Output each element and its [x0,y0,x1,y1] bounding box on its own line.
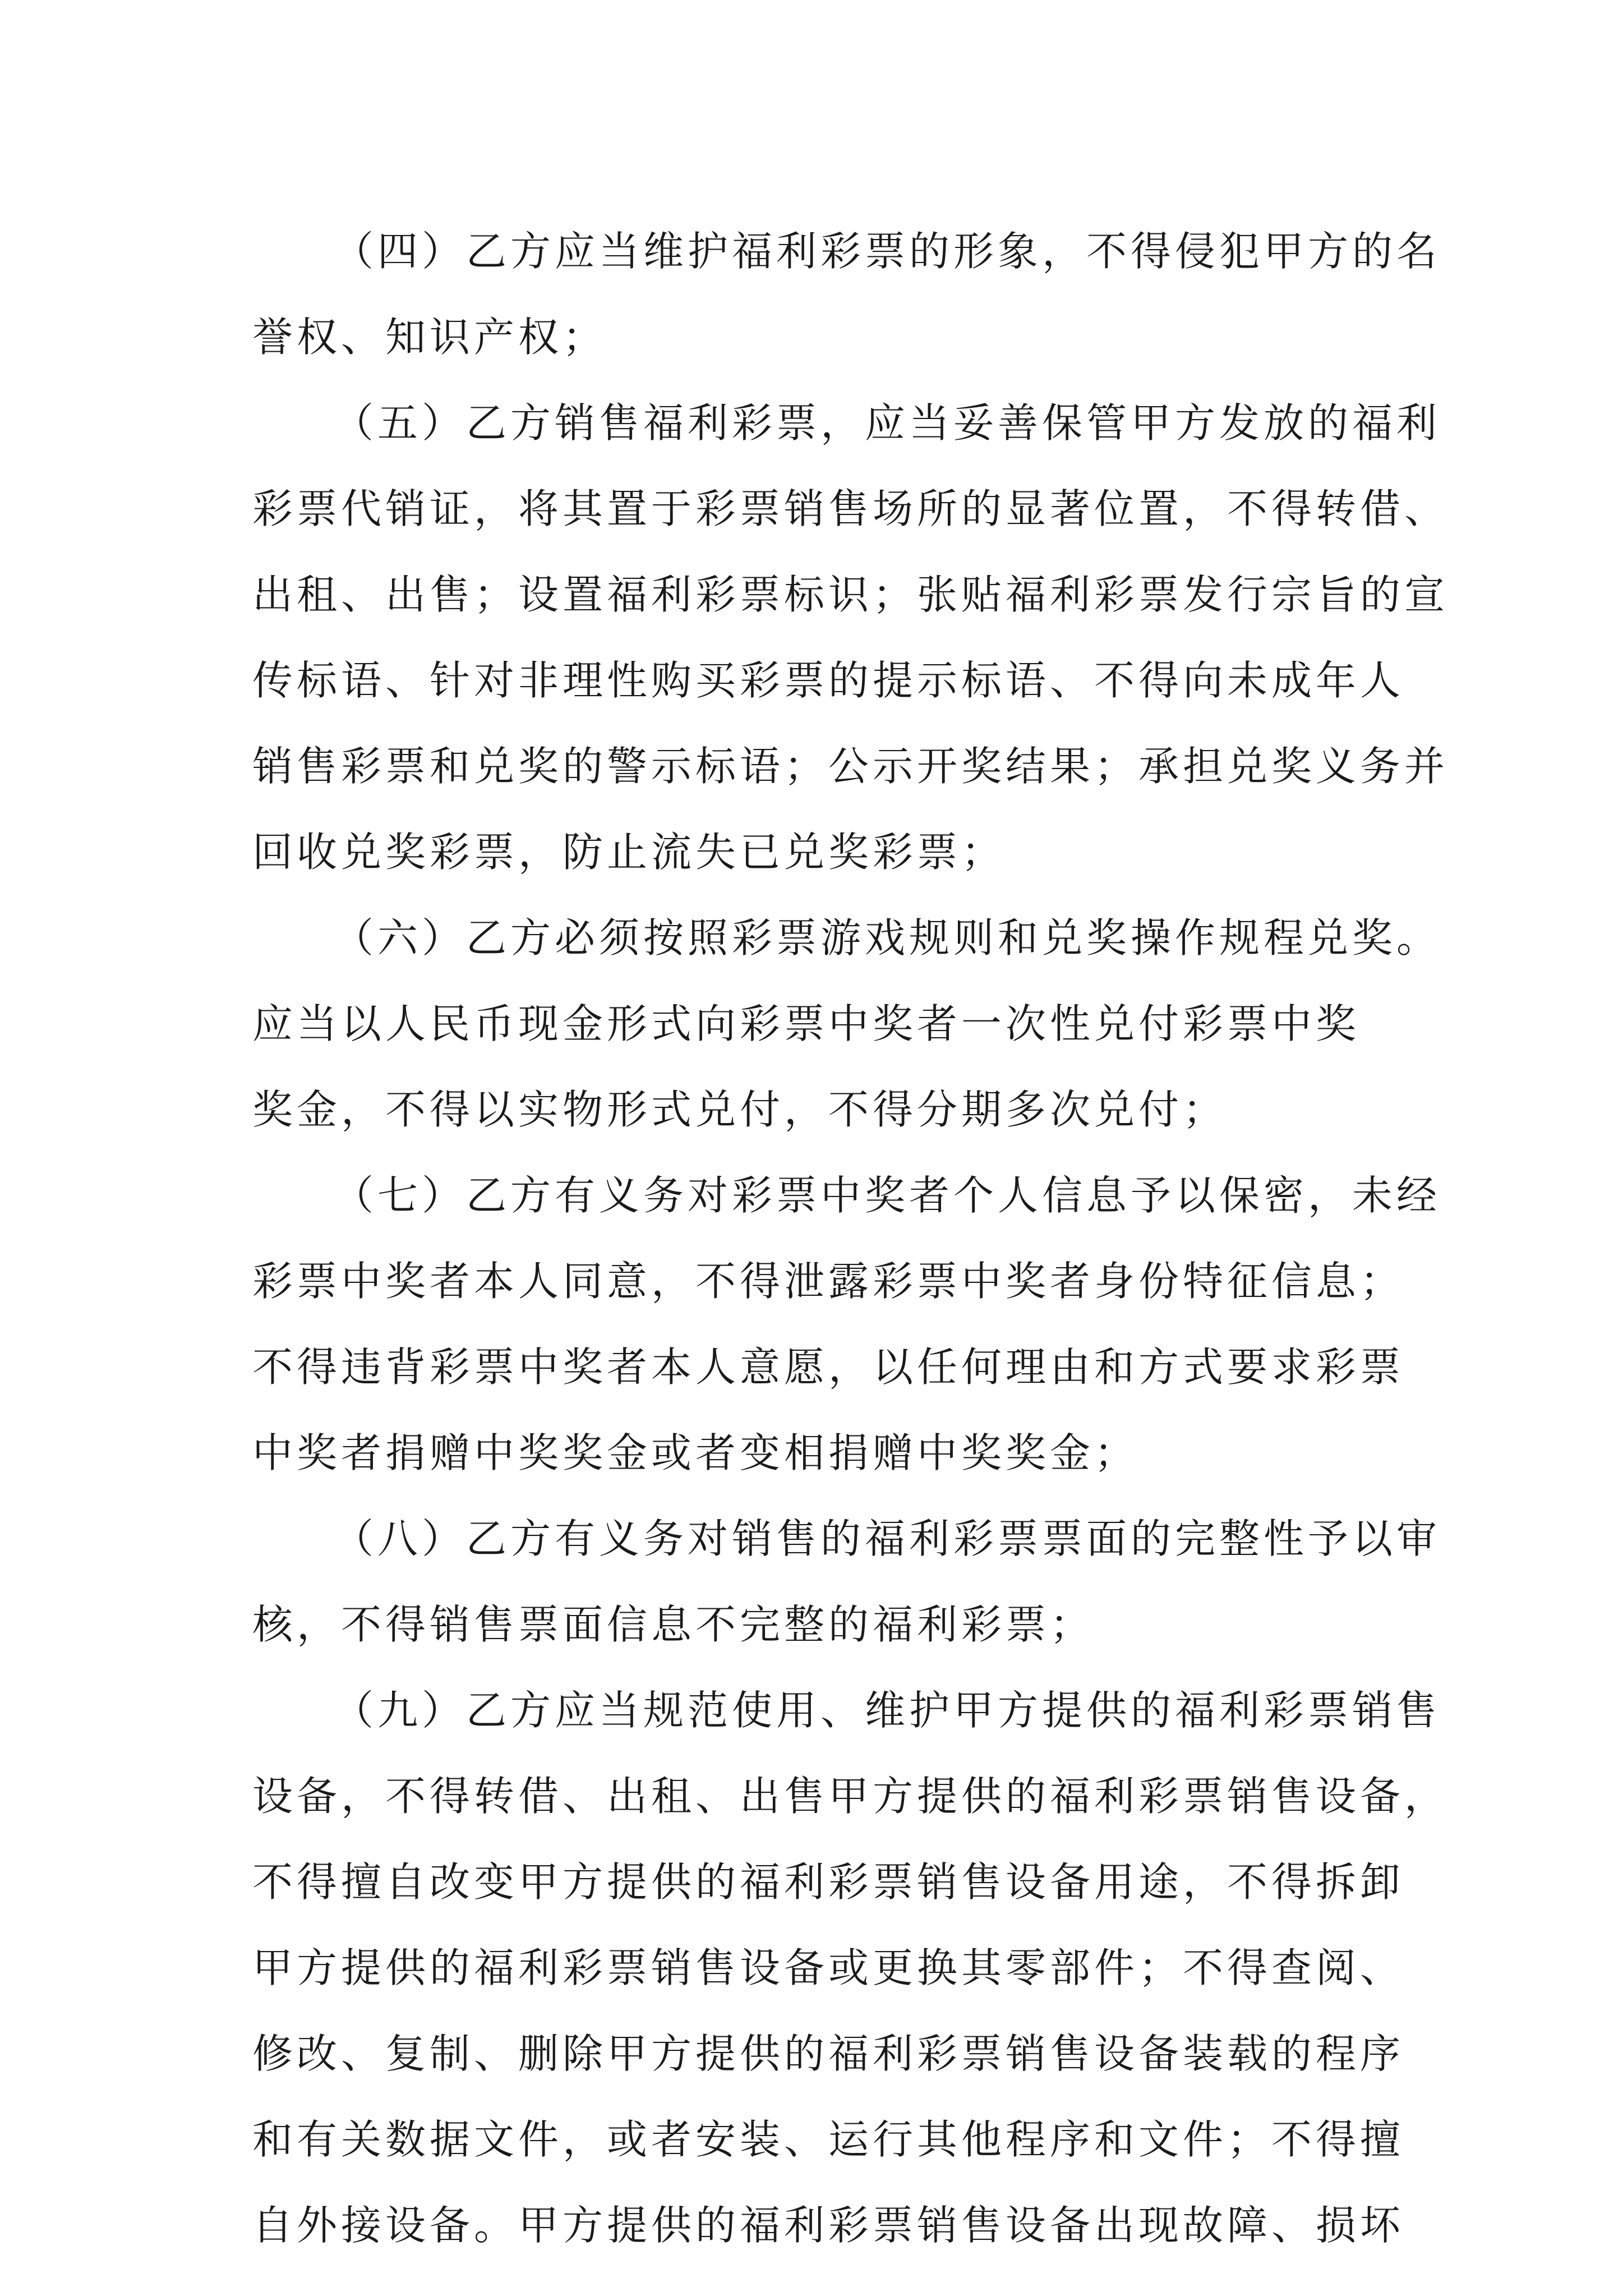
text-line: （八）乙方有义务对销售的福利彩票票面的完整性予以审 [333,1515,1441,1562]
text-line: 不得擅自改变甲方提供的福利彩票销售设备用途，不得拆卸 [252,1858,1405,1906]
paragraph-9 [252,1668,1449,2269]
text-line: （五）乙方销售福利彩票，应当妥善保管甲方发放的福利 [333,399,1441,447]
paragraph-8 [252,1496,1441,1668]
text-line: （七）乙方有义务对彩票中奖者个人信息予以保密，未经 [333,1172,1441,1219]
text-line: 彩票中奖者本人同意，不得泄露彩票中奖者身份特征信息； [252,1258,1405,1305]
text-line: （四）乙方应当维护福利彩票的形象，不得侵犯甲方的名 [333,228,1441,275]
text-line: 誉权、知识产权； [252,314,607,361]
text-line: 奖金，不得以实物形式兑付，不得分期多次兑付； [252,1086,1228,1133]
paragraph-6 [252,895,1441,1153]
text-line: 和有关数据文件，或者安装、运行其他程序和文件；不得擅 [252,2116,1405,2163]
text-line: （六）乙方必须按照彩票游戏规则和兑奖操作规程兑奖。 [333,914,1441,961]
text-line: 甲方提供的福利彩票销售设备或更换其零部件；不得查阅、 [252,1944,1405,1991]
paragraph-5 [252,380,1449,895]
text-line: 核，不得销售票面信息不完整的福利彩票； [252,1601,1095,1648]
text-line: 应当以人民币现金形式向彩票中奖者一次性兑付彩票中奖 [252,1000,1361,1047]
text-line: 修改、复制、删除甲方提供的福利彩票销售设备装载的程序 [252,2030,1405,2077]
text-line: （九）乙方应当规范使用、维护甲方提供的福利彩票销售 [333,1687,1441,1734]
paragraph-7 [252,1153,1441,1496]
paragraph-4 [252,209,1441,380]
text-line: 设备，不得转借、出租、出售甲方提供的福利彩票销售设备， [252,1773,1449,1820]
text-line: 传标语、针对非理性购买彩票的提示标语、不得向未成年人 [252,657,1405,704]
text-line: 彩票代销证，将其置于彩票销售场所的显著位置，不得转借、 [252,485,1449,532]
text-line: 回收兑奖彩票，防止流失已兑奖彩票； [252,829,1006,876]
text-line: 销售彩票和兑奖的警示标语；公示开奖结果；承担兑奖义务并 [252,743,1449,790]
text-line: 自外接设备。甲方提供的福利彩票销售设备出现故障、损坏 [252,2202,1405,2249]
text-line: 出租、出售；设置福利彩票标识；张贴福利彩票发行宗旨的宣 [252,571,1449,618]
text-line: 不得违背彩票中奖者本人意愿，以任何理由和方式要求彩票 [252,1343,1405,1391]
document-body [252,209,1449,2269]
text-line: 中奖者捐赠中奖奖金或者变相捐赠中奖奖金； [252,1429,1139,1476]
